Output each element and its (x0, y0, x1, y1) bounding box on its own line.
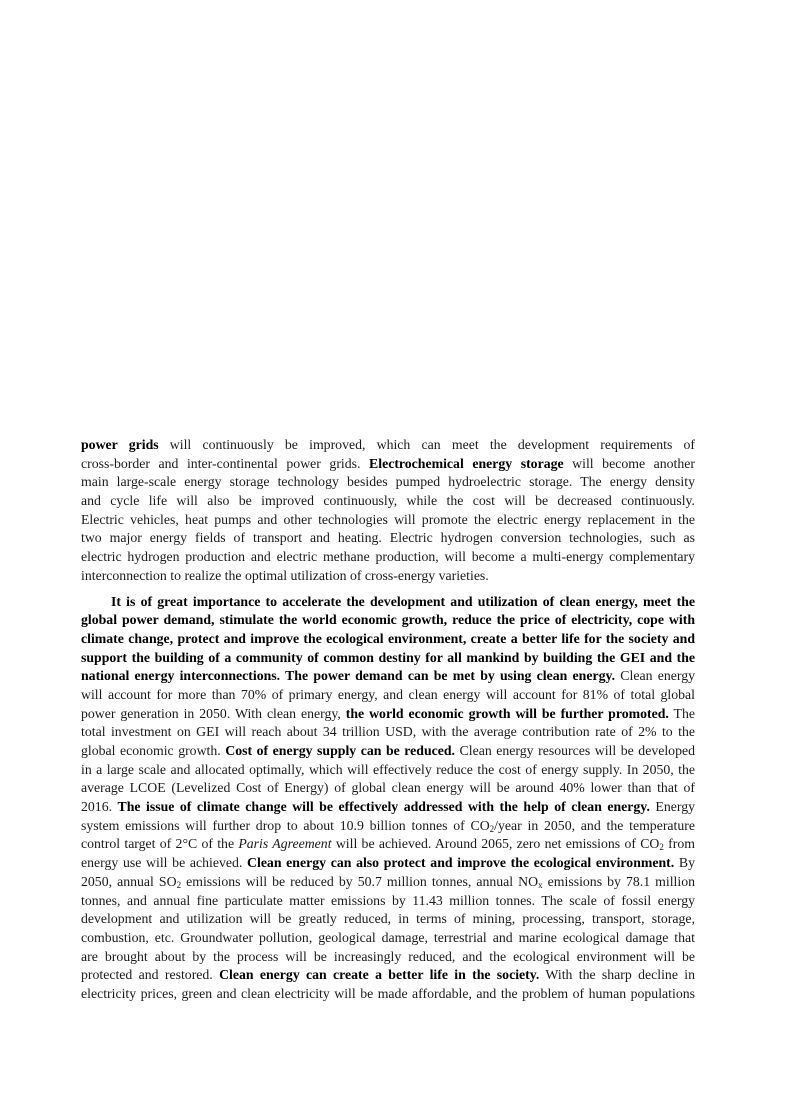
text-run: cross-border and inter-continental power grids. (81, 455, 370, 471)
text-run: protected and restored. (81, 967, 220, 983)
text-run: development and utilization will be greatly reduced, in terms of mining, processing, transport, storage, (81, 911, 695, 927)
text-run: With the sharp decline in (539, 967, 695, 983)
text-run: and cycle life will also be improved continuously, while the cost will be decreased continuously. (81, 493, 695, 509)
text-run: energy use will be achieved. (81, 855, 248, 871)
bold-text: support the building of a community of common destiny for all mankind by building the GEI and the (81, 649, 695, 665)
text-line (81, 567, 695, 586)
text-line (81, 548, 695, 567)
text-run: power generation in 2050. With clean energy, (81, 705, 346, 721)
text-run: interconnection to realize the optimal utilization of cross-energy varieties. (81, 567, 489, 583)
subscript-text: 2 (659, 842, 664, 853)
bold-text: The issue of climate change will be effectively addressed with the help of clean energy. (117, 799, 650, 815)
bold-text: national energy interconnections. The power demand can be met by using clean energy. (81, 668, 616, 684)
text-line (81, 835, 695, 854)
paragraph (81, 436, 695, 586)
text-line (81, 798, 695, 817)
text-run: global economic growth. (81, 743, 226, 758)
text-line (81, 985, 695, 1004)
text-line (81, 966, 695, 985)
text-line (81, 873, 695, 892)
text-run: will be achieved. Around 2065, zero net emissions of CO (331, 836, 660, 852)
text-line (81, 436, 695, 455)
subscript-text: x (538, 879, 543, 890)
text-run: main large-scale energy storage technology besides pumped hydroelectric storage. The energy density (81, 474, 695, 490)
text-run: Clean energy (615, 668, 695, 684)
text-run: 2016. (81, 799, 118, 815)
text-run: are brought about by the process will be increasingly reduced, and the ecological environment will be (81, 948, 695, 964)
text-line (81, 779, 695, 798)
paragraph (81, 593, 695, 1004)
bold-text: Cost of energy supply can be reduced. (225, 743, 456, 758)
text-run: Clean energy resources will be developed (455, 743, 695, 758)
text-run: tonnes, and annual fine particulate matter emissions by 11.43 million tonnes. The scale of fossil energy (81, 892, 695, 908)
text-line (81, 511, 695, 530)
text-line (81, 854, 695, 873)
text-line (81, 705, 695, 724)
italic-text: Paris Agreement (238, 836, 332, 852)
bold-text: the world economic growth will be further promoted. (345, 705, 669, 721)
text-run: control target of 2°C of the (81, 836, 239, 852)
text-run: /year in 2050, and the temperature (494, 817, 695, 833)
text-line (81, 473, 695, 492)
subscript-text: 2 (176, 879, 182, 890)
text-line (81, 948, 695, 967)
text-run: emissions by 78.1 million (542, 873, 695, 889)
text-line (81, 630, 695, 649)
text-run: will continuously be improved, which can meet the development requirements of (158, 437, 695, 452)
text-run: 2050, annual SO (81, 873, 177, 889)
text-line (81, 667, 695, 686)
text-line (81, 742, 695, 761)
text-line (81, 593, 695, 612)
text-run: average LCOE (Levelized Cost of Energy) of global clean energy will be around 40% lower than that of (81, 780, 695, 796)
text-line (81, 649, 695, 668)
body-text (81, 436, 695, 1011)
text-line (81, 723, 695, 742)
bold-text: It is of great importance to accelerate the development and utilization of clean energy, meet the (111, 593, 695, 609)
bold-text: Clean energy can also protect and improve the ecological environment. (247, 855, 675, 871)
text-line (81, 929, 695, 948)
text-run: The (668, 705, 695, 721)
text-run: two major energy fields of transport and heating. Electric hydrogen conversion technologies, such as (81, 530, 695, 546)
text-run: emissions will be reduced by 50.7 million tonnes, annual NO (181, 873, 539, 889)
text-run: system emissions will further drop to about 10.9 billion tonnes of CO (81, 817, 490, 833)
text-line (81, 611, 695, 630)
bold-text: power grids (81, 437, 159, 452)
subscript-text: 2 (489, 823, 495, 834)
text-line (81, 529, 695, 548)
bold-text: global power demand, stimulate the world economic growth, reduce the price of electricity, cope with (81, 612, 695, 628)
text-line (81, 686, 695, 705)
bold-text: Clean energy can create a better life in the society. (219, 967, 540, 983)
text-line (81, 817, 695, 836)
bold-text: Electrochemical energy storage (369, 455, 564, 471)
text-run: will become another (563, 455, 695, 471)
text-line (81, 892, 695, 911)
text-run: in a large scale and allocated optimally, which will effectively reduce the cost of energy supply. In 2050, the (81, 761, 695, 777)
text-run: electricity prices, green and clean electricity will be made affordable, and the problem of human populations (81, 985, 695, 1001)
text-run: Electric vehicles, heat pumps and other technologies will promote the electric energy replacement in the (81, 511, 695, 527)
bold-text: climate change, protect and improve the ecological environment, create a better life for the society and (81, 630, 695, 646)
text-line (81, 910, 695, 929)
text-run: electric hydrogen production and electric methane production, will become a multi-energy complementary (81, 549, 695, 565)
text-line (81, 492, 695, 511)
text-line (81, 761, 695, 780)
text-run: By (674, 855, 695, 871)
text-line (81, 455, 695, 474)
text-run: combustion, etc. Groundwater pollution, geological damage, terrestrial and marine ecological damage that (81, 929, 695, 945)
text-run: will account for more than 70% of primary energy, and clean energy will account for 81% of total global (81, 686, 695, 702)
text-run: Energy (649, 799, 695, 815)
text-run: from (663, 836, 695, 852)
text-run: total investment on GEI will reach about 34 trillion USD, with the average contribution rate of 2% to the (81, 724, 695, 740)
